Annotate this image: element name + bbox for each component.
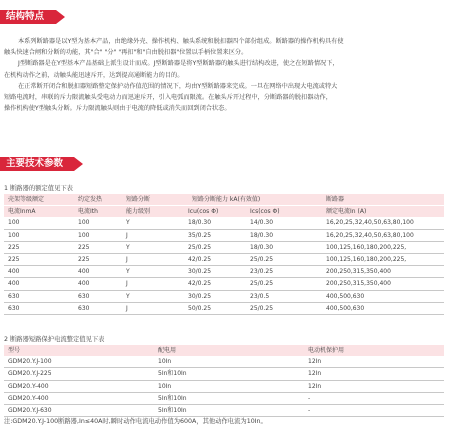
- table-cell: 400: [8, 280, 20, 288]
- table-cell: 225: [78, 243, 90, 251]
- table-cell: 16,20,25,32,40,50,63,80,100: [326, 231, 414, 239]
- table-cell: 35/0.25: [188, 231, 212, 239]
- header-cell: 约定发热: [74, 194, 122, 206]
- table-cell: 16,20,25,32,40,50,63,80,100: [326, 219, 414, 227]
- table-cell: 14/0.30: [250, 219, 274, 227]
- header-cell: 额定电流In (A): [322, 206, 444, 218]
- table-cell: 30/0.25: [188, 268, 212, 276]
- table-cell: 100,125,160,180,200,225,: [326, 256, 407, 264]
- table-cell: 12In: [308, 382, 322, 390]
- header-cell: Ics(cos Φ): [246, 206, 322, 218]
- table-cell: Y: [126, 268, 130, 276]
- paragraph-line: J型断路器是在Y型基本产品基础上派生设计而成。J型断路器是将Y型断路器的触头进行结构改进，使之在短路情况下，: [18, 60, 339, 68]
- header-cell: Icu(cos Φ): [170, 206, 246, 218]
- table-cell: Y: [126, 243, 130, 251]
- paragraph-line: 在机构动作之前，动触头能迅速斥开，达到提高通断能力的目的。: [4, 71, 184, 79]
- paragraph-line: 触头快速合闸和分断的功能，其"合" "分" "再扣"和"自由脱扣器"位置以手柄位置来区分。: [4, 49, 248, 57]
- table-cell: 5In和10In: [158, 407, 187, 415]
- table-row: [4, 302, 444, 314]
- table-cell: GDM20.Y.J-630: [8, 407, 52, 415]
- table-cell: 400: [8, 268, 20, 276]
- table-cell: 10In: [158, 358, 172, 366]
- table-cell: -: [308, 394, 311, 402]
- table-cell: 42/0.25: [188, 256, 212, 264]
- table-cell: 25/0.25: [250, 304, 274, 312]
- table-cell: 5In和10In: [158, 394, 187, 402]
- header-cell: 壳架等级额定: [4, 194, 74, 206]
- table-cell: 50/0.25: [188, 304, 212, 312]
- table-cell: -: [308, 407, 311, 415]
- table-cell: Y: [126, 292, 130, 300]
- table-cell: 630: [8, 304, 20, 312]
- table-cell: 400,500,630: [326, 292, 365, 300]
- table-cell: 25/0.25: [188, 243, 212, 251]
- table-cell: 18/0.30: [188, 219, 212, 227]
- table2-caption: 2 断路器短路保护电流整定值见下表: [4, 336, 105, 343]
- structure-section-title: 结构特点: [6, 11, 45, 22]
- table-row: [4, 229, 444, 241]
- table-header-row: [4, 345, 444, 356]
- header-cell: 配电用: [154, 345, 304, 356]
- table-row: [4, 217, 444, 229]
- table-cell: 200,250,315,350,400: [326, 280, 391, 288]
- table-row: [4, 278, 444, 290]
- header-cell: 断路器: [322, 194, 444, 206]
- footnote: 注:GDM20.Y.J-100断路器,In≤40A时,瞬时动作电流电动作值为600A，其他动作电流为10In。: [4, 418, 267, 425]
- structure-paragraph: [4, 36, 444, 114]
- header-cell: 电流Ith: [74, 206, 122, 218]
- tech-section-header: [0, 157, 74, 171]
- table-row: [4, 241, 444, 253]
- table-row: [4, 368, 444, 380]
- table-row: [4, 254, 444, 266]
- table-cell: 23/0.5: [250, 292, 270, 300]
- paragraph-line: 在正常断开闭合和脱扣器短路整定保护动作值范围的情况下，均由Y型断路器来完成。一旦在网络中出现大电流或特大: [18, 82, 338, 90]
- table-cell: J: [126, 256, 128, 264]
- table-cell: Y: [126, 219, 130, 227]
- table-cell: GDM20.Y.J-225: [8, 370, 52, 378]
- table-cell: 100: [78, 231, 90, 239]
- header-cell: 能力级别: [122, 206, 170, 218]
- table-cell: 630: [78, 292, 90, 300]
- header-cell: 短路分断能力 kA(有效值): [170, 194, 322, 206]
- header-cell: 电动机保护用: [304, 345, 444, 356]
- rated-values-table: [4, 194, 444, 315]
- table-cell: J: [126, 280, 128, 288]
- table-cell: 630: [78, 304, 90, 312]
- table-cell: GDM20.Y-400: [8, 382, 49, 390]
- header-cell: 型号: [4, 345, 154, 356]
- table-cell: 225: [8, 256, 20, 264]
- table-cell: 18/0.30: [250, 243, 274, 251]
- table-cell: 25/0.25: [250, 280, 274, 288]
- table-row: [4, 392, 444, 404]
- table-cell: 10In: [158, 382, 172, 390]
- header-cell: 短路分断: [122, 194, 170, 206]
- table-row: [4, 380, 444, 392]
- table-cell: 100: [8, 219, 20, 227]
- table-row: [4, 405, 444, 417]
- table-cell: 42/0.25: [188, 280, 212, 288]
- table-cell: 400: [78, 280, 90, 288]
- table-cell: 23/0.25: [250, 268, 274, 276]
- table-cell: 400,500,630: [326, 304, 365, 312]
- table-row: [4, 356, 444, 368]
- table-header-row: [4, 194, 444, 206]
- table-cell: 12In: [308, 370, 322, 378]
- short-circuit-setting-table: [4, 345, 444, 417]
- table-cell: 400: [78, 268, 90, 276]
- paragraph-line: 短路电流时，串联的斥力限流触头受电动力而迅速斥开，引入电弧而限流。在触头斥开过程中，分断路器的脱扣器动作，: [4, 94, 332, 102]
- table-row: [4, 290, 444, 302]
- table-row: [4, 266, 444, 278]
- table-cell: GDM20.Y.J-100: [8, 358, 52, 366]
- table-cell: 12In: [308, 358, 322, 366]
- paragraph-line: 操作机构使Y型触头分断。斥力限流触头则由于电流的降低或消失而回到闭合状态。: [4, 105, 231, 113]
- table-cell: 225: [8, 243, 20, 251]
- header-cell: 电流InmA: [4, 206, 74, 218]
- table1-caption: 1 断路器的额定值见下表: [4, 185, 73, 192]
- table-cell: J: [126, 304, 128, 312]
- table-cell: 18/0.30: [250, 231, 274, 239]
- table-cell: 25/0.25: [250, 256, 274, 264]
- table-cell: 630: [8, 292, 20, 300]
- table-cell: 100: [78, 219, 90, 227]
- table-cell: 200,250,315,350,400: [326, 268, 391, 276]
- table-cell: 5In和10In: [158, 370, 187, 378]
- table-cell: 100,125,160,180,200,225,: [326, 243, 407, 251]
- table-cell: J: [126, 231, 128, 239]
- table-cell: 30/0.25: [188, 292, 212, 300]
- table-cell: GDM20.Y-400: [8, 394, 49, 402]
- paragraph-line: 本系列断路器是以Y型为基本产品，由绝缘外壳、操作机构、触头系统和脱扣器四个部份组成。断路器的操作机构具有使: [18, 38, 344, 45]
- tech-section-title: 主要技术参数: [6, 158, 64, 169]
- table-cell: 100: [8, 231, 20, 239]
- table-header-row: [4, 206, 444, 218]
- table-cell: 225: [78, 256, 90, 264]
- structure-section-header: [0, 10, 56, 24]
